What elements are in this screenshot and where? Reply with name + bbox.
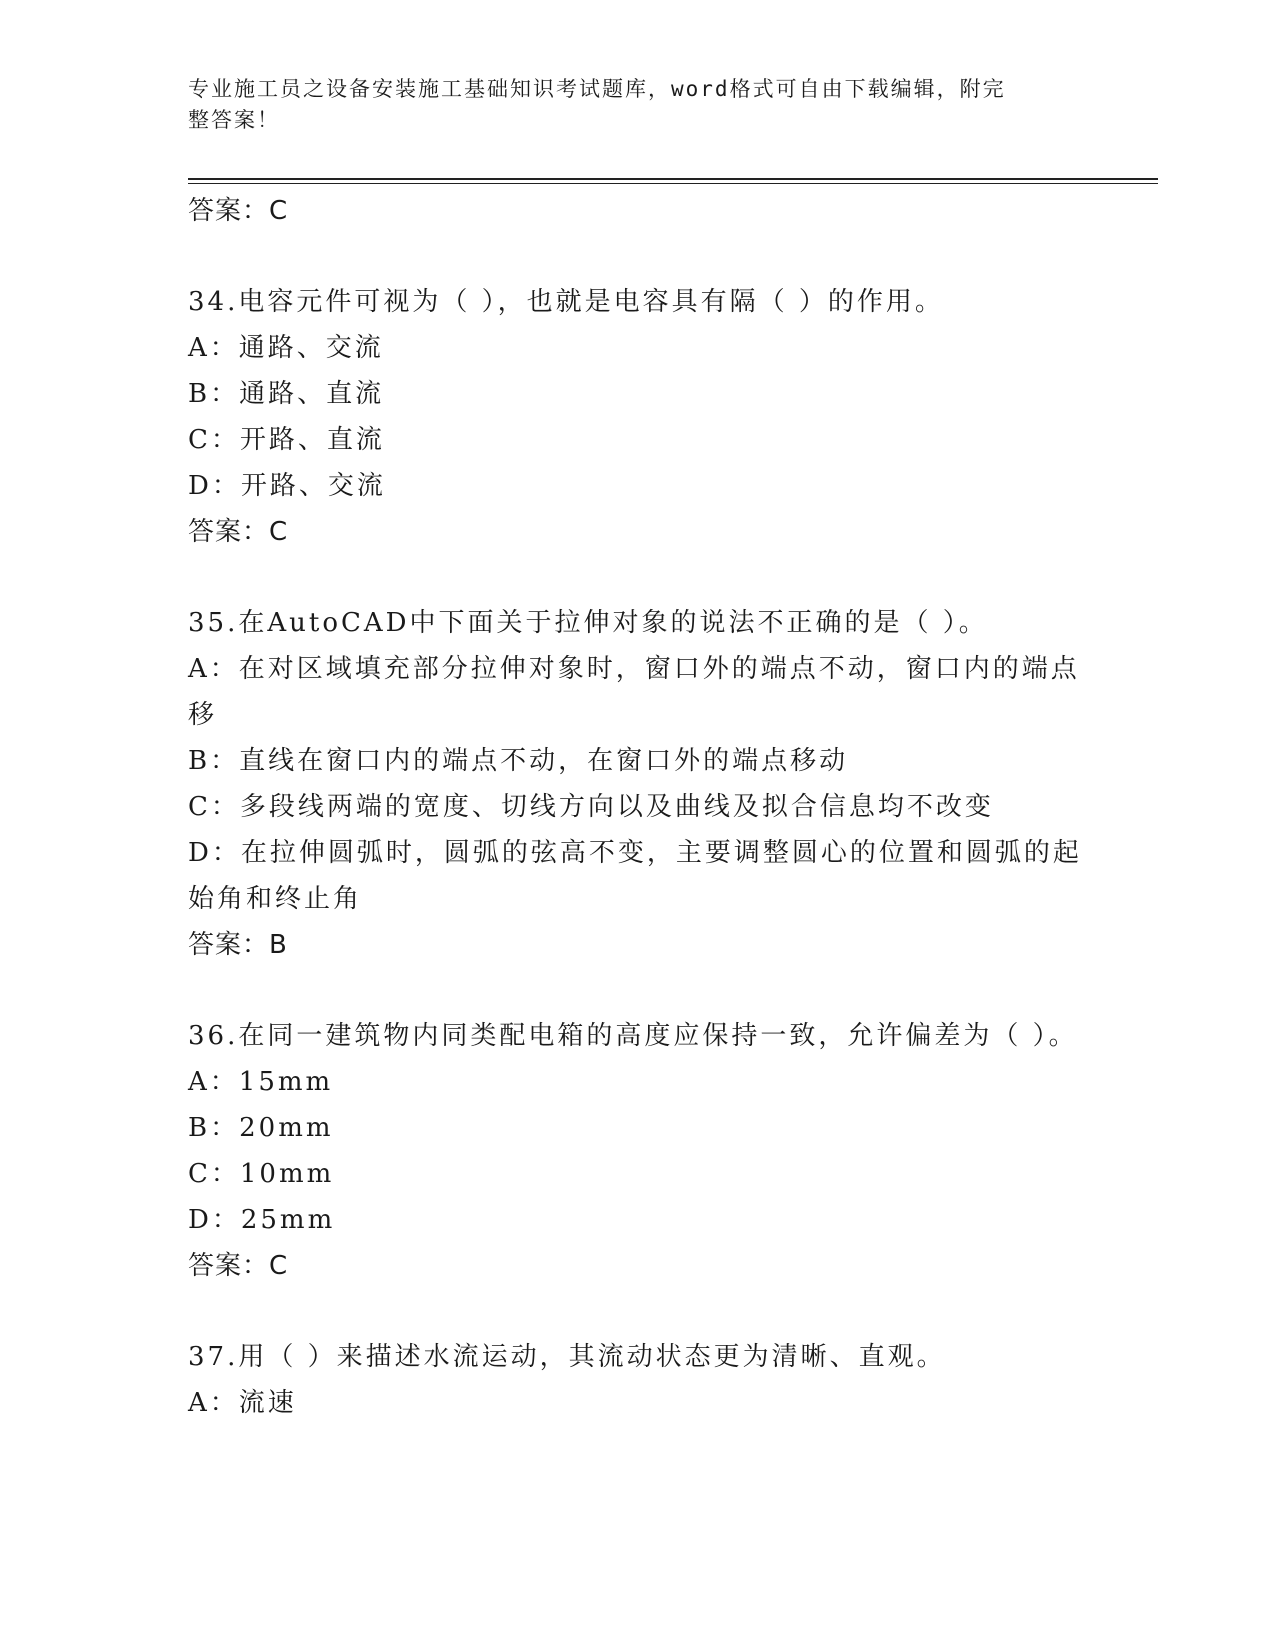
option-c: C：10mm <box>188 1159 335 1189</box>
option-a: A：15mm <box>188 1067 334 1097</box>
question-stem: 35.在AutoCAD中下面关于拉伸对象的说法不正确的是（ ）。 <box>188 608 988 638</box>
header-rule-thick <box>188 178 1158 180</box>
option-d: D：在拉伸圆弧时，圆弧的弦高不变，主要调整圆心的位置和圆弧的起始角和终止角 <box>188 838 1082 914</box>
option-c: C：开路、直流 <box>188 425 385 455</box>
option-b: B：通路、直流 <box>188 379 385 409</box>
option-c: C：多段线两端的宽度、切线方向以及曲线及拟合信息均不改变 <box>188 792 994 822</box>
answer: 答案：C <box>188 1251 289 1281</box>
header-line-1: 专业施工员之设备安装施工基础知识考试题库，word格式可自由下载编辑，附完 <box>188 77 1006 101</box>
question-36 <box>188 1013 1088 1289</box>
option-a: A：流速 <box>188 1388 297 1418</box>
option-d: D：开路、交流 <box>188 471 386 501</box>
question-35 <box>188 600 1088 968</box>
question-stem: 34.电容元件可视为（ ），也就是电容具有隔（ ）的作用。 <box>188 287 944 317</box>
question-stem: 37.用（ ）来描述水流运动，其流动状态更为清晰、直观。 <box>188 1342 946 1372</box>
question-34 <box>188 279 1088 555</box>
option-b: B：20mm <box>188 1113 334 1143</box>
option-d: D：25mm <box>188 1205 336 1235</box>
option-a: A：在对区域填充部分拉伸对象时，窗口外的端点不动，窗口内的端点移 <box>188 654 1080 730</box>
header-rule-thin <box>188 183 1158 184</box>
question-37 <box>188 1334 1088 1426</box>
option-a: A：通路、交流 <box>188 333 384 363</box>
answer: 答案：C <box>188 517 289 547</box>
option-b: B：直线在窗口内的端点不动，在窗口外的端点移动 <box>188 746 849 776</box>
header-line-2: 整答案！ <box>188 108 280 132</box>
question-stem: 36.在同一建筑物内同类配电箱的高度应保持一致，允许偏差为（ ）。 <box>188 1021 1078 1051</box>
question-list <box>188 188 1088 1426</box>
document-header <box>188 74 1068 136</box>
answer-33: 答案：C <box>188 196 289 226</box>
answer: 答案：B <box>188 930 288 960</box>
